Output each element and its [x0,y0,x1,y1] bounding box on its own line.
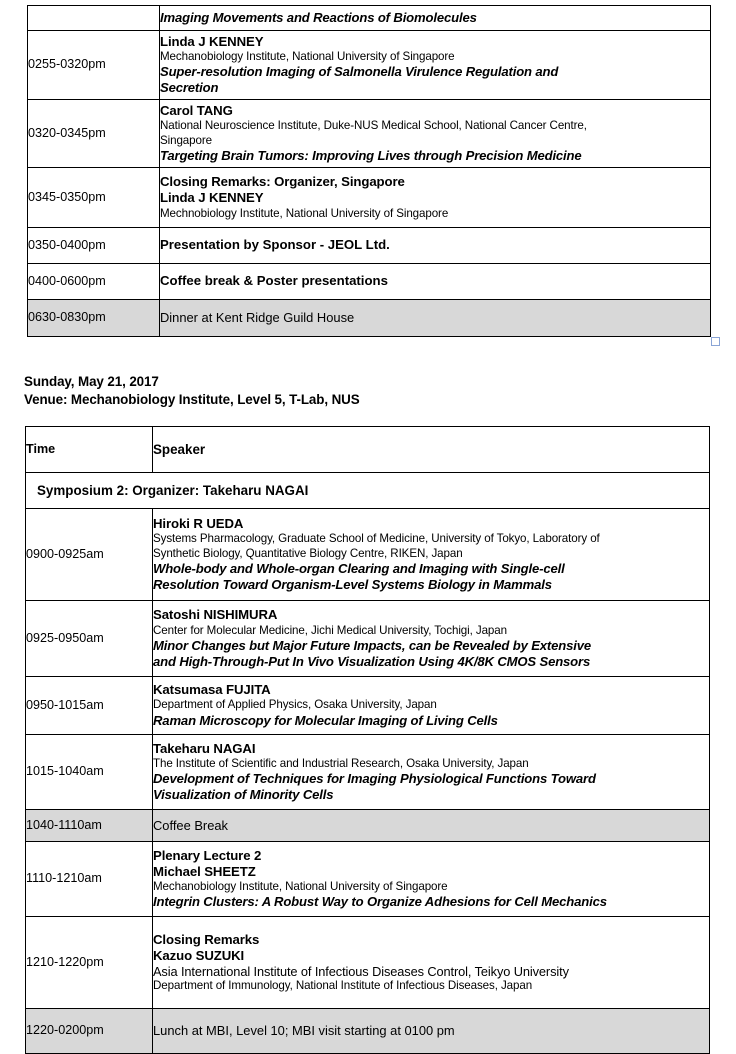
schedule-table-sunday [25,426,710,1054]
speaker-line-affil: Singapore [160,133,212,147]
cell-speaker [153,1009,710,1054]
schedule-table-one-container [27,5,711,337]
table-row [26,1009,710,1054]
table-row [28,100,711,168]
cell-speaker [153,917,710,1009]
speaker-line-bold-plain: Presentation by Sponsor - JEOL Ltd. [160,237,390,253]
cell-speaker [160,6,711,31]
table-header-row [26,427,710,473]
speaker-line-bold-plain: Coffee break & Poster presentations [160,273,388,289]
speaker-line-title-it: Imaging Movements and Reactions of Biomolecules [160,10,477,26]
speaker-line-title-it: Minor Changes but Major Future Impacts, can be Revealed by Extensive [153,637,592,653]
cell-time: 1110-1210am [26,842,153,917]
cell-speaker [160,100,711,168]
table-row [26,917,710,1009]
speaker-line-name: Linda J KENNEY [160,33,264,49]
column-header-time: Time [26,427,153,473]
cell-speaker [160,300,711,337]
cell-time: 0345-0350pm [28,168,160,228]
speaker-line-name: Closing Remarks: Organizer, Singapore [160,174,405,190]
speaker-line-name: Plenary Lecture 2 [153,847,262,863]
speaker-line-affil: The Institute of Scientific and Industrial Research, Osaka University, Japan [153,757,529,770]
table-row [28,264,711,300]
table-one-body [28,6,711,337]
speaker-line-name: Closing Remarks [153,931,260,947]
speaker-line-title-it: Development of Techniques for Imaging Physiological Functions Toward [153,771,596,787]
table-row [26,601,710,677]
schedule-table-saturday [27,5,711,337]
table-row [26,677,710,735]
cell-speaker [160,264,711,300]
speaker-line-name: Katsumasa FUJITA [153,682,271,698]
speaker-line-title-it: Raman Microscopy for Molecular Imaging of Living Cells [153,712,498,728]
cell-speaker [153,842,710,917]
speaker-line-name: Carol TANG [160,103,233,119]
speaker-line-title-it: Secretion [160,80,219,96]
schedule-table-two-container [25,426,710,1054]
day-heading [24,373,360,408]
speaker-line-affil: Synthetic Biology, Quantitative Biology Centre, RIKEN, Japan [153,546,463,560]
section-title-row [26,473,710,509]
table-row [26,842,710,917]
cell-time: 0900-0925am [26,509,153,601]
speaker-line-title-it: Super-resolution Imaging of Salmonella Virulence Regulation and [160,64,559,80]
day-heading-date: Sunday, May 21, 2017 [24,374,159,389]
speaker-line-affil: Mechnobiology Institute, National University of Singapore [160,206,449,220]
speaker-line-title-it: Visualization of Minority Cells [153,787,334,803]
speaker-line-affil: Mechanobiology Institute, National University of Singapore [153,880,448,894]
cell-time: 0350-0400pm [28,228,160,264]
table-row [28,31,711,100]
table-row [28,300,711,337]
speaker-line-title-it: and High-Through-Put In Vivo Visualization Using 4K/8K CMOS Sensors [153,653,591,669]
cell-time: 0950-1015am [26,677,153,735]
object-anchor-handle[interactable] [711,337,720,346]
cell-time: 1220-0200pm [26,1009,153,1054]
cell-time: 1040-1110am [26,810,153,842]
cell-speaker [153,735,710,810]
table-two-body [26,427,710,1054]
speaker-line-affil: Department of Applied Physics, Osaka University, Japan [153,698,437,712]
cell-time: 0400-0600pm [28,264,160,300]
speaker-line-title-it: Resolution Toward Organism-Level Systems Biology in Mammals [153,576,552,592]
cell-time: 0925-0950am [26,601,153,677]
speaker-line-plain: Lunch at MBI, Level 10; MBI visit starting at 0100 pm [153,1023,455,1039]
speaker-line-name: Satoshi NISHIMURA [153,607,278,623]
speaker-line-affil: Systems Pharmacology, Graduate School of Medicine, University of Tokyo, Laboratory of [153,532,600,546]
speaker-line-title-it: Targeting Brain Tumors: Improving Lives through Precision Medicine [160,147,582,163]
speaker-line-affil-lg: Asia International Institute of Infectious Diseases Control, Teikyo University [153,963,569,979]
cell-time: 0320-0345pm [28,100,160,168]
column-header-speaker: Speaker [153,427,710,473]
symposium-section-title: Symposium 2: Organizer: Takeharu NAGAI [26,473,710,509]
cell-speaker [153,677,710,735]
cell-speaker [160,228,711,264]
cell-time: 0255-0320pm [28,31,160,100]
table-row [26,735,710,810]
cell-speaker [160,31,711,100]
table-row [28,168,711,228]
cell-time: 0630-0830pm [28,300,160,337]
cell-time: 1015-1040am [26,735,153,810]
speaker-line-title-it: Whole-body and Whole-organ Clearing and Imaging with Single-cell [153,560,565,576]
speaker-line-plain: Dinner at Kent Ridge Guild House [160,310,355,326]
table-row [28,6,711,31]
speaker-line-name: Kazuo SUZUKI [153,947,245,963]
speaker-line-title-it: Integrin Clusters: A Robust Way to Organize Adhesions for Cell Mechanics [153,894,607,910]
table-row [26,810,710,842]
speaker-line-name: Michael SHEETZ [153,863,256,879]
cell-speaker [153,810,710,842]
speaker-line-affil: Center for Molecular Medicine, Jichi Medical University, Tochigi, Japan [153,623,507,637]
speaker-line-name: Linda J KENNEY [160,190,264,206]
cell-speaker [153,509,710,601]
speaker-line-affil: Department of Immunology, National Institute of Infectious Diseases, Japan [153,979,533,993]
speaker-line-affil: Mechanobiology Institute, National University of Singapore [160,50,455,63]
day-heading-venue: Venue: Mechanobiology Institute, Level 5, T-Lab, NUS [24,391,360,407]
speaker-line-plain: Coffee Break [153,817,229,833]
table-row [26,509,710,601]
cell-speaker [153,601,710,677]
table-row [28,228,711,264]
speaker-line-name: Hiroki R UEDA [153,516,244,532]
speaker-line-affil: National Neuroscience Institute, Duke-NUS Medical School, National Cancer Centre, [160,119,587,133]
cell-time: 1210-1220pm [26,917,153,1009]
cell-speaker [160,168,711,228]
cell-time [28,6,160,31]
speaker-line-name: Takeharu NAGAI [153,740,256,756]
